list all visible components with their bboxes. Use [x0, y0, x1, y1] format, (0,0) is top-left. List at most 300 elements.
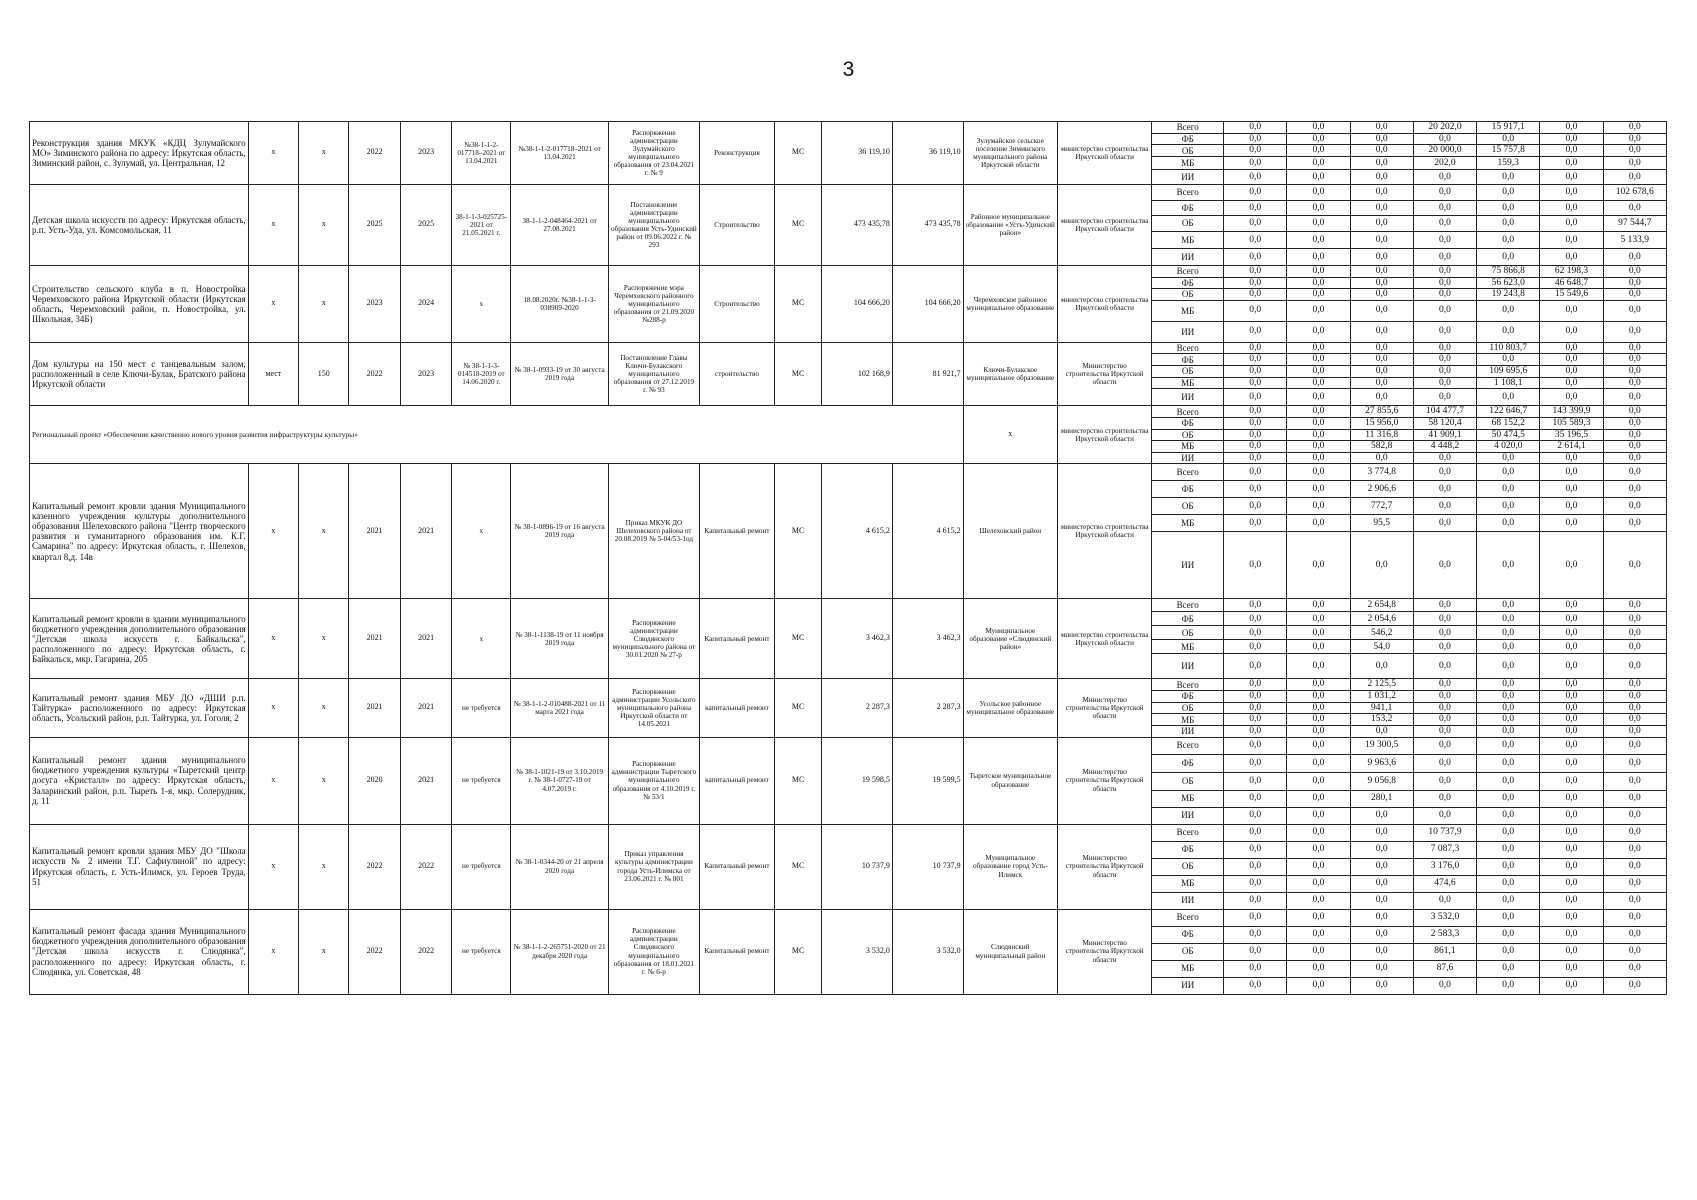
- ownership-form: МС: [774, 824, 821, 909]
- amount-cell: 0,0: [1413, 532, 1476, 599]
- customer: Муниципальное образование «Слюдянский район»: [963, 599, 1057, 679]
- amount-cell: 582,8: [1350, 441, 1413, 453]
- object-name: Капитальный ремонт кровли здания Муниципального казенного учреждения культуры дополнительного образования Шелеховского района "Центр творческого развития и гуманитарного образования им. К.Г. Самарина" по адресу: Иркутская область, г. Шелехов, квартал 8,д. 14в: [30, 464, 249, 599]
- amount-cell: 0,0: [1413, 184, 1476, 200]
- amount-cell: 0,0: [1477, 691, 1540, 703]
- fund-source-label: ОБ: [1152, 772, 1224, 790]
- amount-cell: 0,0: [1413, 169, 1476, 184]
- amount-cell: 75 866,8: [1477, 265, 1540, 277]
- building-permit: № 38-1-1-2-010488-2021 от 11 марта 2021 года: [511, 679, 609, 737]
- object-name: Строительство сельского клуба в п. Новостройка Черемховского района Иркутской области (Иркутская область, Черемховский район, п. Новостройка, ул. Школьная, 34Б): [30, 265, 249, 342]
- amount-cell: 0,0: [1287, 824, 1350, 841]
- amount-cell: 0,0: [1287, 265, 1350, 277]
- ownership-form: МС: [774, 909, 821, 994]
- amount-cell: 0,0: [1224, 875, 1287, 892]
- amount-cell: 0,0: [1603, 772, 1666, 790]
- amount-cell: 110 803,7: [1477, 342, 1540, 354]
- fund-source-label: ИИ: [1152, 321, 1224, 342]
- amount-cell: 0,0: [1540, 892, 1603, 909]
- customer: Районное муниципальное образование «Усть-Удинский район»: [963, 184, 1057, 265]
- fund-source-label: Всего: [1152, 406, 1224, 418]
- expertise-conclusion: х: [452, 464, 511, 599]
- amount-cell: 104 477,7: [1413, 406, 1476, 418]
- amount-cell: 0,0: [1603, 737, 1666, 754]
- amount-cell: 0,0: [1224, 441, 1287, 453]
- amount-cell: 0,0: [1287, 977, 1350, 994]
- amount-cell: 0,0: [1350, 926, 1413, 943]
- fund-source-label: ИИ: [1152, 169, 1224, 184]
- start-year: 2022: [349, 122, 400, 185]
- amount-cell: 0,0: [1477, 977, 1540, 994]
- end-year: 2025: [400, 184, 451, 265]
- customer: Зулумайское сельское поселение Зиминского муниципального района Иркутской области: [963, 122, 1057, 185]
- amount-cell: 0,0: [1603, 714, 1666, 726]
- capacity: х: [299, 737, 349, 824]
- amount-cell: 0,0: [1350, 169, 1413, 184]
- remaining-cost: 19 599,5: [892, 737, 963, 824]
- amount-cell: 0,0: [1603, 441, 1666, 453]
- amount-cell: 0,0: [1603, 321, 1666, 342]
- table-row: [30, 737, 1667, 754]
- fund-source-label: Всего: [1152, 599, 1224, 612]
- unit-of-measure: х: [248, 909, 298, 994]
- amount-cell: 0,0: [1224, 754, 1287, 772]
- capacity: х: [299, 599, 349, 679]
- amount-cell: 0,0: [1477, 464, 1540, 481]
- amount-cell: 0,0: [1224, 321, 1287, 342]
- fund-source-label: МБ: [1152, 377, 1224, 389]
- start-year: 2025: [349, 184, 400, 265]
- capacity: х: [299, 184, 349, 265]
- amount-cell: 0,0: [1477, 200, 1540, 215]
- amount-cell: 50 474,5: [1477, 429, 1540, 441]
- amount-cell: 0,0: [1540, 626, 1603, 640]
- amount-cell: 0,0: [1603, 406, 1666, 418]
- investment-decision: Постановление администрации муниципального образования Усть-Удинский район от 09.06.2022 г. № 293: [608, 184, 699, 265]
- amount-cell: 0,0: [1477, 515, 1540, 532]
- amount-cell: 0,0: [1287, 926, 1350, 943]
- amount-cell: 0,0: [1224, 184, 1287, 200]
- amount-cell: 0,0: [1350, 875, 1413, 892]
- amount-cell: 0,0: [1477, 754, 1540, 772]
- amount-cell: 27 855,6: [1350, 406, 1413, 418]
- amount-cell: 0,0: [1413, 691, 1476, 703]
- amount-cell: 87,6: [1413, 960, 1476, 977]
- amount-cell: 0,0: [1224, 977, 1287, 994]
- amount-cell: 0,0: [1224, 429, 1287, 441]
- fund-source-label: ФБ: [1152, 354, 1224, 366]
- amount-cell: 20 000,0: [1413, 145, 1476, 157]
- investment-decision: Распоряжение администрации Тыретского муниципального образования от 4.10.2019 г. № 53/1: [608, 737, 699, 824]
- amount-cell: 102 678,6: [1603, 184, 1666, 200]
- fund-source-label: ОБ: [1152, 145, 1224, 157]
- fund-source-label: Всего: [1152, 737, 1224, 754]
- amount-cell: 2 125,5: [1350, 679, 1413, 691]
- budget-administrator: Министерство строительства Иркутской области: [1057, 737, 1151, 824]
- amount-cell: 54,0: [1350, 640, 1413, 654]
- amount-cell: 0,0: [1224, 892, 1287, 909]
- amount-cell: 0,0: [1287, 122, 1350, 134]
- amount-cell: 0,0: [1350, 145, 1413, 157]
- amount-cell: 0,0: [1413, 133, 1476, 145]
- fund-source-label: ФБ: [1152, 200, 1224, 215]
- fund-source-label: МБ: [1152, 156, 1224, 169]
- table-row: [30, 464, 1667, 481]
- amount-cell: 0,0: [1477, 892, 1540, 909]
- amount-cell: 0,0: [1413, 377, 1476, 389]
- object-name: Капитальный ремонт здания муниципального бюджетного учреждения культуры «Тыретский центр досуга «Кристалл» по адресу: Иркутская область, Заларинский район, р.п. Тыреть 1-я, мкр. Солерудник, д. 11: [30, 737, 249, 824]
- work-type: строительство: [699, 342, 774, 406]
- fund-source-label: ОБ: [1152, 858, 1224, 875]
- amount-cell: 159,3: [1477, 156, 1540, 169]
- amount-cell: 0,0: [1413, 725, 1476, 737]
- amount-cell: 0,0: [1350, 265, 1413, 277]
- start-year: 2023: [349, 265, 400, 342]
- amount-cell: 0,0: [1540, 215, 1603, 231]
- amount-cell: 62 198,3: [1540, 265, 1603, 277]
- fund-source-label: ОБ: [1152, 626, 1224, 640]
- amount-cell: 0,0: [1287, 200, 1350, 215]
- amount-cell: 0,0: [1477, 654, 1540, 679]
- investment-decision: Распоряжение администрации Слюдянского муниципального образования от 18.01.2021 г. № 6-р: [608, 909, 699, 994]
- object-name: Капитальный ремонт кровли в здании муниципального бюджетного учреждения дополнительного образования "Детская школа искусств г. Байкальска", расположенного по адресу: Иркутская область, г. Байкальск, мкр. Гагарина, 205: [30, 599, 249, 679]
- amount-cell: 0,0: [1287, 145, 1350, 157]
- budget-administrator: министерство строительства Иркутской области: [1057, 122, 1151, 185]
- amount-cell: 3 532,0: [1413, 909, 1476, 926]
- amount-cell: 0,0: [1540, 169, 1603, 184]
- start-year: 2020: [349, 737, 400, 824]
- amount-cell: 0,0: [1413, 277, 1476, 289]
- amount-cell: 2 906,6: [1350, 481, 1413, 498]
- fund-source-label: ИИ: [1152, 389, 1224, 406]
- fund-source-label: ФБ: [1152, 612, 1224, 626]
- amount-cell: 11 316,8: [1350, 429, 1413, 441]
- amount-cell: 474,6: [1413, 875, 1476, 892]
- investment-decision: Постановление Главы Ключи-Булакского муниципального образования от 27.12.2019 г. № 93: [608, 342, 699, 406]
- amount-cell: 0,0: [1603, 354, 1666, 366]
- fund-source-label: ОБ: [1152, 702, 1224, 714]
- amount-cell: 0,0: [1413, 626, 1476, 640]
- amount-cell: 0,0: [1413, 248, 1476, 265]
- amount-cell: 0,0: [1413, 807, 1476, 824]
- amount-cell: 7 087,3: [1413, 841, 1476, 858]
- amount-cell: 0,0: [1350, 321, 1413, 342]
- expertise-conclusion: х: [452, 265, 511, 342]
- amount-cell: 0,0: [1540, 452, 1603, 464]
- amount-cell: 68 152,2: [1477, 417, 1540, 429]
- amount-cell: 3 176,0: [1413, 858, 1476, 875]
- amount-cell: 0,0: [1540, 824, 1603, 841]
- amount-cell: 0,0: [1603, 875, 1666, 892]
- end-year: 2021: [400, 737, 451, 824]
- amount-cell: 0,0: [1287, 321, 1350, 342]
- amount-cell: 0,0: [1224, 377, 1287, 389]
- amount-cell: 0,0: [1287, 654, 1350, 679]
- amount-cell: 0,0: [1540, 532, 1603, 599]
- amount-cell: 0,0: [1287, 464, 1350, 481]
- amount-cell: 0,0: [1224, 389, 1287, 406]
- amount-cell: 0,0: [1603, 145, 1666, 157]
- fund-source-label: ОБ: [1152, 366, 1224, 378]
- amount-cell: 0,0: [1350, 841, 1413, 858]
- amount-cell: 0,0: [1224, 909, 1287, 926]
- amount-cell: 0,0: [1350, 824, 1413, 841]
- amount-cell: 0,0: [1350, 133, 1413, 145]
- amount-cell: 0,0: [1350, 231, 1413, 248]
- amount-cell: 0,0: [1287, 679, 1350, 691]
- amount-cell: 0,0: [1603, 169, 1666, 184]
- amount-cell: 941,1: [1350, 702, 1413, 714]
- amount-cell: 0,0: [1224, 248, 1287, 265]
- budget-administrator: министерство строительства Иркутской области: [1057, 599, 1151, 679]
- amount-cell: 0,0: [1224, 691, 1287, 703]
- amount-cell: 0,0: [1477, 532, 1540, 599]
- amount-cell: 0,0: [1224, 841, 1287, 858]
- amount-cell: 0,0: [1477, 640, 1540, 654]
- fund-source-label: МБ: [1152, 875, 1224, 892]
- building-permit: № 38-1-0344-20 от 21 апреля 2020 года: [511, 824, 609, 909]
- customer: Муниципальное образование город Усть-Илимск: [963, 824, 1057, 909]
- fund-source-label: МБ: [1152, 300, 1224, 321]
- amount-cell: 46 648,7: [1540, 277, 1603, 289]
- amount-cell: 280,1: [1350, 790, 1413, 807]
- object-name: Детская школа искусств по адресу: Иркутская область, р.п. Усть-Уда, ул. Комсомольская, 11: [30, 184, 249, 265]
- amount-cell: 0,0: [1603, 248, 1666, 265]
- amount-cell: 19 243,8: [1477, 289, 1540, 301]
- amount-cell: 0,0: [1350, 277, 1413, 289]
- fund-source-label: ИИ: [1152, 725, 1224, 737]
- table-row: [30, 342, 1667, 354]
- amount-cell: 0,0: [1350, 354, 1413, 366]
- capacity: 150: [299, 342, 349, 406]
- amount-cell: 0,0: [1224, 654, 1287, 679]
- amount-cell: 0,0: [1603, 612, 1666, 626]
- amount-cell: 0,0: [1224, 532, 1287, 599]
- amount-cell: 0,0: [1287, 754, 1350, 772]
- amount-cell: 0,0: [1224, 926, 1287, 943]
- building-permit: № 38-1-1-2-265751-2020 от 21 декабря 2020 года: [511, 909, 609, 994]
- amount-cell: 0,0: [1287, 702, 1350, 714]
- amount-cell: 0,0: [1540, 772, 1603, 790]
- amount-cell: 15 757,8: [1477, 145, 1540, 157]
- estimated-cost: 102 168,9: [822, 342, 893, 406]
- amount-cell: 0,0: [1413, 300, 1476, 321]
- fund-source-label: ОБ: [1152, 943, 1224, 960]
- expertise-conclusion: не требуется: [452, 737, 511, 824]
- amount-cell: 0,0: [1287, 960, 1350, 977]
- amount-cell: 0,0: [1287, 807, 1350, 824]
- amount-cell: 0,0: [1350, 943, 1413, 960]
- fund-source-label: Всего: [1152, 265, 1224, 277]
- object-name: Реконструкция здания МКУК «КДЦ Зулумайского МО» Зиминского района по адресу: Иркутская область, Зиминский район, с. Зулумай, ул. Центральная, 12: [30, 122, 249, 185]
- amount-cell: 0,0: [1603, 200, 1666, 215]
- amount-cell: 15 917,1: [1477, 122, 1540, 134]
- amount-cell: 58 120,4: [1413, 417, 1476, 429]
- amount-cell: 0,0: [1603, 515, 1666, 532]
- fund-source-label: ОБ: [1152, 498, 1224, 515]
- fund-source-label: ИИ: [1152, 807, 1224, 824]
- amount-cell: 0,0: [1350, 807, 1413, 824]
- amount-cell: 0,0: [1603, 841, 1666, 858]
- amount-cell: 0,0: [1350, 248, 1413, 265]
- amount-cell: 0,0: [1603, 377, 1666, 389]
- fund-source-label: МБ: [1152, 515, 1224, 532]
- page-number: 3: [842, 58, 855, 81]
- amount-cell: 0,0: [1224, 200, 1287, 215]
- expertise-conclusion: №38-1-1-2-017718–2021 от 13.04.2021: [452, 122, 511, 185]
- estimated-cost: 36 119,10: [822, 122, 893, 185]
- amount-cell: 0,0: [1224, 289, 1287, 301]
- object-name: Капитальный ремонт здания МБУ ДО «ДШИ р.п. Тайтурка» расположенного по адресу: Иркутская область, Усольский район, р.п. Тайтурка, ул. Гоголя, 2: [30, 679, 249, 737]
- amount-cell: 0,0: [1413, 702, 1476, 714]
- amount-cell: 1 108,1: [1477, 377, 1540, 389]
- building-permit: №38-1-1-2-017718–2021 от 13.04.2021: [511, 122, 609, 185]
- amount-cell: 0,0: [1224, 498, 1287, 515]
- end-year: 2022: [400, 824, 451, 909]
- amount-cell: 0,0: [1603, 464, 1666, 481]
- work-type: капитальный ремонт: [699, 679, 774, 737]
- amount-cell: 0,0: [1350, 960, 1413, 977]
- amount-cell: 0,0: [1540, 377, 1603, 389]
- amount-cell: 0,0: [1287, 532, 1350, 599]
- amount-cell: 0,0: [1413, 452, 1476, 464]
- amount-cell: 0,0: [1224, 702, 1287, 714]
- amount-cell: 0,0: [1350, 977, 1413, 994]
- amount-cell: 0,0: [1224, 772, 1287, 790]
- table-row: [30, 122, 1667, 134]
- amount-cell: 0,0: [1224, 464, 1287, 481]
- building-permit: № 38-1-0933-19 от 30 августа 2019 года: [511, 342, 609, 406]
- amount-cell: 0,0: [1224, 725, 1287, 737]
- amount-cell: 0,0: [1224, 626, 1287, 640]
- amount-cell: 0,0: [1477, 725, 1540, 737]
- amount-cell: 0,0: [1540, 679, 1603, 691]
- amount-cell: 0,0: [1287, 377, 1350, 389]
- amount-cell: 0,0: [1477, 875, 1540, 892]
- start-year: 2021: [349, 464, 400, 599]
- budget-administrator: министерство строительства Иркутской области: [1057, 406, 1151, 464]
- remaining-cost: 81 921,7: [892, 342, 963, 406]
- building-permit: 18.08.2020г. №38-1-1-3-038909-2020: [511, 265, 609, 342]
- amount-cell: 0,0: [1224, 807, 1287, 824]
- fund-source-label: ФБ: [1152, 417, 1224, 429]
- amount-cell: 0,0: [1603, 481, 1666, 498]
- amount-cell: 0,0: [1603, 599, 1666, 612]
- amount-cell: 0,0: [1477, 321, 1540, 342]
- remaining-cost: 104 666,20: [892, 265, 963, 342]
- fund-source-label: МБ: [1152, 714, 1224, 726]
- table-row: [30, 406, 1667, 418]
- amount-cell: 0,0: [1477, 807, 1540, 824]
- amount-cell: 0,0: [1540, 481, 1603, 498]
- amount-cell: 0,0: [1287, 429, 1350, 441]
- expertise-conclusion: не требуется: [452, 909, 511, 994]
- amount-cell: 0,0: [1224, 231, 1287, 248]
- amount-cell: 0,0: [1540, 156, 1603, 169]
- amount-cell: 0,0: [1603, 909, 1666, 926]
- amount-cell: 0,0: [1287, 640, 1350, 654]
- amount-cell: 0,0: [1477, 169, 1540, 184]
- end-year: 2022: [400, 909, 451, 994]
- capacity: х: [299, 265, 349, 342]
- amount-cell: 0,0: [1413, 464, 1476, 481]
- amount-cell: 0,0: [1413, 790, 1476, 807]
- amount-cell: 0,0: [1287, 452, 1350, 464]
- end-year: 2021: [400, 464, 451, 599]
- amount-cell: 0,0: [1540, 640, 1603, 654]
- table-row: [30, 824, 1667, 841]
- amount-cell: 143 399,9: [1540, 406, 1603, 418]
- amount-cell: 0,0: [1477, 231, 1540, 248]
- amount-cell: 0,0: [1350, 725, 1413, 737]
- amount-cell: 0,0: [1287, 406, 1350, 418]
- fund-source-label: Всего: [1152, 909, 1224, 926]
- amount-cell: 0,0: [1413, 342, 1476, 354]
- amount-cell: 0,0: [1350, 452, 1413, 464]
- unit-of-measure: х: [248, 265, 298, 342]
- amount-cell: 0,0: [1224, 277, 1287, 289]
- amount-cell: 41 909,1: [1413, 429, 1476, 441]
- table-row: [30, 265, 1667, 277]
- amount-cell: 0,0: [1287, 342, 1350, 354]
- amount-cell: 35 196,5: [1540, 429, 1603, 441]
- amount-cell: 0,0: [1540, 926, 1603, 943]
- investment-decision: Распоряжение администрации Слюдянского муниципального района от 30.01.2020 № 27-р: [608, 599, 699, 679]
- amount-cell: 0,0: [1224, 679, 1287, 691]
- table-row: [30, 184, 1667, 200]
- amount-cell: 0,0: [1350, 215, 1413, 231]
- amount-cell: 0,0: [1413, 215, 1476, 231]
- amount-cell: 0,0: [1413, 612, 1476, 626]
- fund-source-label: МБ: [1152, 441, 1224, 453]
- remaining-cost: 4 615,2: [892, 464, 963, 599]
- amount-cell: 0,0: [1477, 248, 1540, 265]
- amount-cell: 0,0: [1540, 300, 1603, 321]
- amount-cell: 0,0: [1603, 452, 1666, 464]
- amount-cell: 0,0: [1603, 640, 1666, 654]
- amount-cell: 105 589,3: [1540, 417, 1603, 429]
- amount-cell: 0,0: [1224, 452, 1287, 464]
- ownership-form: МС: [774, 265, 821, 342]
- amount-cell: 0,0: [1603, 626, 1666, 640]
- amount-cell: 56 623,0: [1477, 277, 1540, 289]
- amount-cell: 0,0: [1287, 277, 1350, 289]
- amount-cell: 0,0: [1603, 892, 1666, 909]
- amount-cell: 0,0: [1287, 737, 1350, 754]
- amount-cell: 0,0: [1540, 342, 1603, 354]
- amount-cell: 0,0: [1477, 824, 1540, 841]
- amount-cell: 0,0: [1603, 122, 1666, 134]
- fund-source-label: МБ: [1152, 640, 1224, 654]
- amount-cell: 0,0: [1413, 772, 1476, 790]
- amount-cell: 0,0: [1477, 772, 1540, 790]
- amount-cell: 0,0: [1287, 366, 1350, 378]
- amount-cell: 0,0: [1540, 321, 1603, 342]
- amount-cell: 0,0: [1224, 417, 1287, 429]
- unit-of-measure: х: [248, 737, 298, 824]
- amount-cell: 0,0: [1540, 909, 1603, 926]
- amount-cell: 0,0: [1287, 943, 1350, 960]
- amount-cell: 0,0: [1350, 184, 1413, 200]
- work-type: Капитальный ремонт: [699, 599, 774, 679]
- amount-cell: 0,0: [1350, 389, 1413, 406]
- amount-cell: 0,0: [1287, 231, 1350, 248]
- amount-cell: 97 544,7: [1603, 215, 1666, 231]
- fund-source-label: ИИ: [1152, 452, 1224, 464]
- amount-cell: 0,0: [1540, 354, 1603, 366]
- amount-cell: 0,0: [1603, 300, 1666, 321]
- amount-cell: 0,0: [1477, 926, 1540, 943]
